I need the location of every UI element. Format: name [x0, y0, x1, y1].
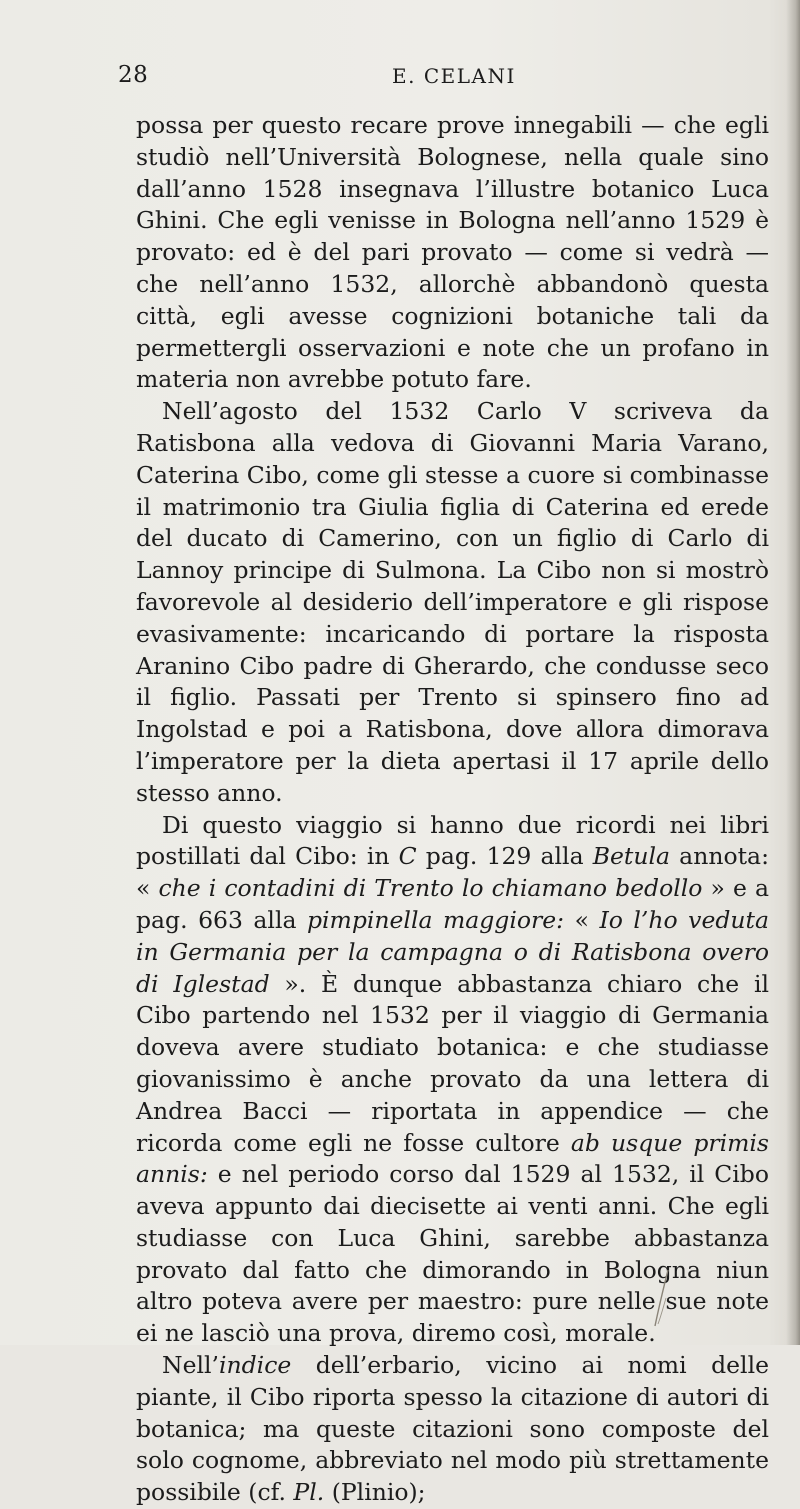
p4-text: Nell’: [162, 1351, 219, 1380]
pen-mark-icon: [652, 1268, 672, 1328]
p3-text: annota: «: [136, 842, 769, 903]
p4-italic: Pl.: [293, 1478, 325, 1507]
p4-text: dell’erbario, vicino ai nomi delle piante, il Cibo riporta spesso la citazione di autori di botanica; ma queste citazioni sono composte del solo cognome, abbreviato nel modo più strettamente possibile (cf.: [136, 1351, 769, 1507]
paragraph-1: possa per questo recare prove innegabili — che egli studiò nell’Università Bolognese, nella quale sino dall’anno 1528 insegnava l’illustre botanico Luca Ghini. Che egli venisse in Bologna nell’anno 1529 è provato: ed è del pari provato — come si vedrà — che nell’anno 1532, allorchè abbandonò questa città, egli avesse cognizioni botaniche tali da permettergli osservazioni e note che un profano in materia non avrebbe potuto fare.: [136, 111, 769, 394]
p3-text: » e a pag. 663 alla: [136, 874, 769, 934]
paragraph-2: Nell’agosto del 1532 Carlo V scriveva da Ratisbona alla vedova di Giovanni Maria Varano, Caterina Cibo, come gli stesse a cuore si combinasse il matrimonio tra Giulia figlia di Caterina ed erede del ducato di Camerino, con un figlio di Carlo di Lannoy principe di Sulmona. La Cibo non si mostrò favorevole al desiderio dell’imperatore e gli rispose evasivamente: incaricando di portare la risposta Aranino Cibo padre di Gherardo, che condusse seco il figlio. Passati per Trento si spinsero fino ad Ingolstad e poi a Ratisbona, dove allora dimorava l’imperatore per la dieta apertasi il 17 aprile dello stesso anno.: [136, 397, 769, 807]
p3-italic: C: [398, 842, 417, 871]
p3-italic: pimpinella maggiore:: [306, 905, 565, 934]
paragraph-4: [136, 1350, 769, 1509]
p3-italic: Betula: [592, 842, 671, 871]
p3-text: ». È dunque abbastanza chiaro che il Cibo partendo nel 1532 per il viaggio di Germania doveva avere studiato botanica: e che studiasse giovanissimo è anche provato da una lettera di Andrea Bacci — riportata in appendice — che ricorda come egli ne fosse cultore: [136, 969, 769, 1157]
p3-italic: Io l’ho veduta in Germania per la campagna o di Ratisbona overo di Iglestad: [136, 905, 769, 998]
page-header: [0, 62, 800, 92]
page-number: 28: [118, 62, 149, 88]
p3-italic: che i contadini di Trento lo chiamano bedollo: [158, 874, 703, 903]
p3-text: pag. 129 alla: [416, 842, 593, 871]
page-edge-shadow: [786, 0, 800, 1345]
p3-text: «: [564, 905, 600, 934]
p3-text: Di questo viaggio si hanno due ricordi nei libri postillati dal Cibo: in: [136, 810, 769, 871]
body-text: [136, 110, 769, 1509]
running-head: E. CELANI: [392, 64, 516, 88]
paragraph-3: [136, 810, 769, 1351]
p4-italic: indice: [218, 1351, 292, 1380]
p4-text: (Plinio);: [324, 1478, 426, 1507]
p3-italic: ab usque primis annis:: [136, 1128, 769, 1189]
p3-text: e nel periodo corso dal 1529 al 1532, il Cibo aveva appunto dai diecisette ai venti anni. Che egli studiasse con Luca Ghini, sarebbe abbastanza provato dal fatto che dimorando in Bologna niun altro poteva avere per maestro: pure nelle sue note ei ne lasciò una prova, diremo così, morale.: [136, 1160, 769, 1348]
